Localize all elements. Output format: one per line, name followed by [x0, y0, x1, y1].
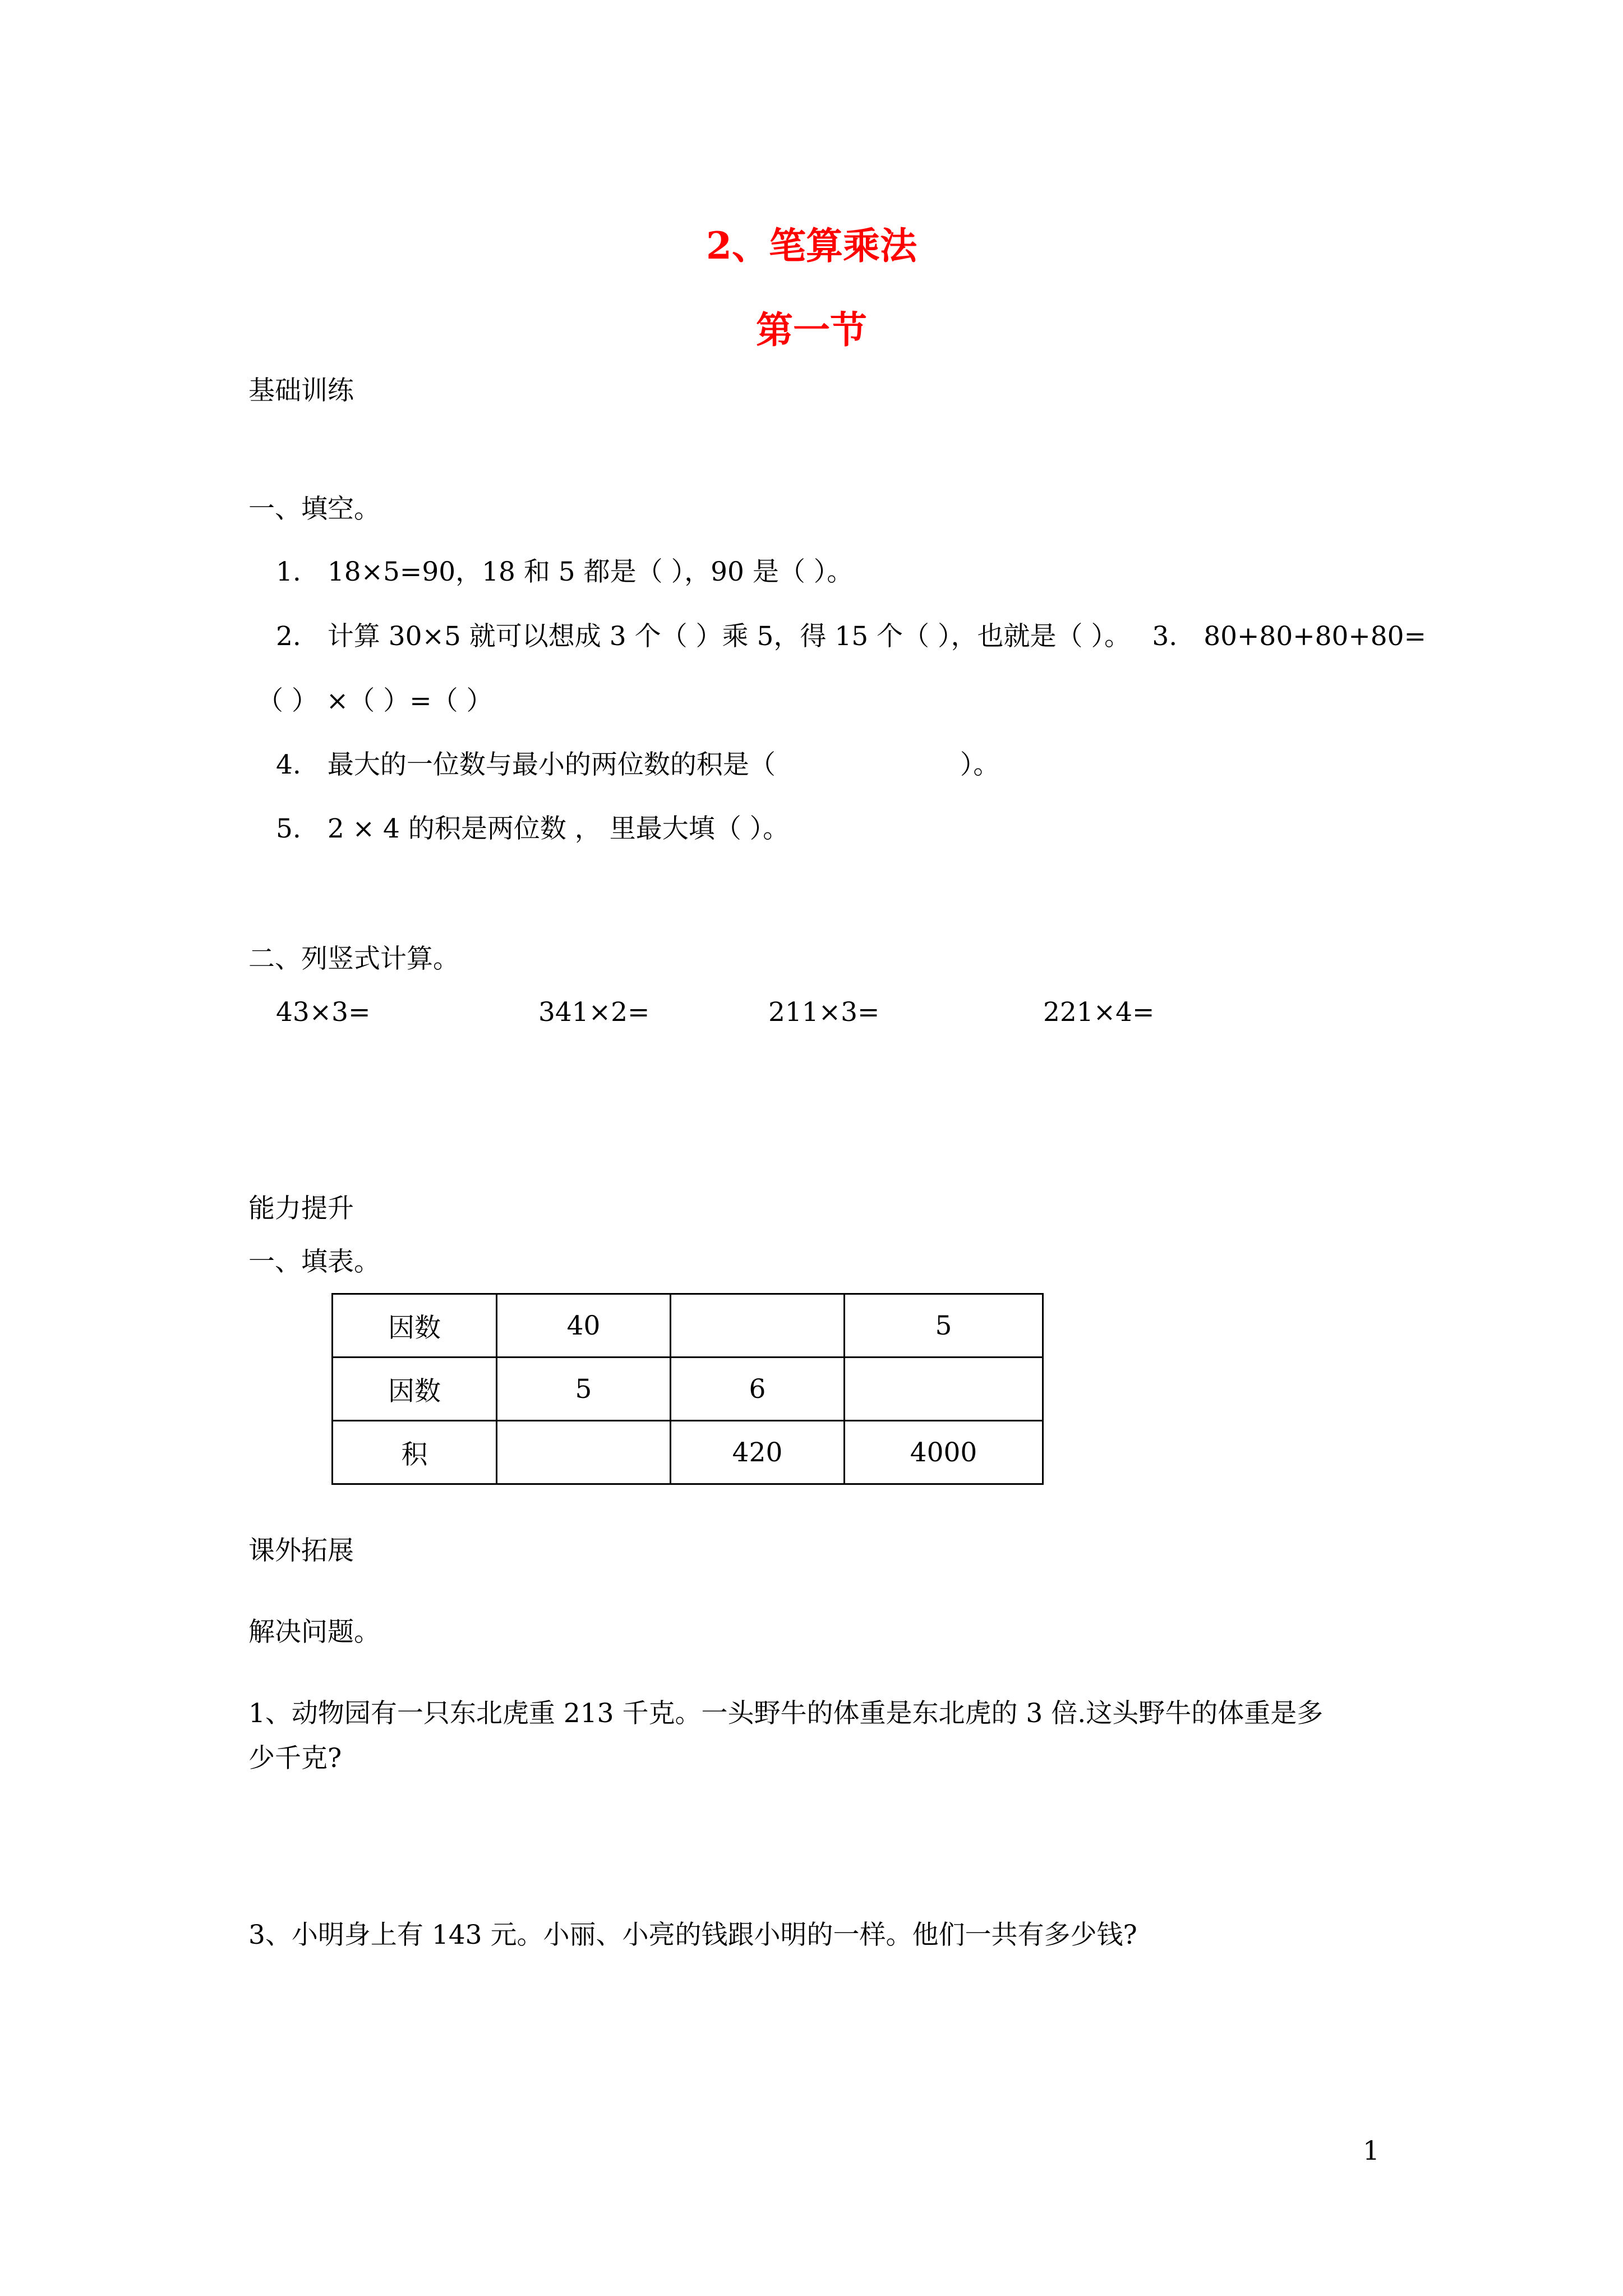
fill-blank-heading: 一、填空。	[248, 494, 380, 524]
section-subtitle: 第一节	[756, 308, 867, 352]
calc-item: 43×3=	[276, 997, 371, 1028]
word-problem-1-cont: 少千克?	[248, 1743, 342, 1774]
question-4: 4. 最大的一位数与最小的两位数的积是（ ）。	[276, 749, 1000, 780]
table-cell: 积	[333, 1421, 497, 1484]
table-cell: 40	[497, 1294, 671, 1358]
basic-training-heading: 基础训练	[248, 375, 354, 406]
question-3-answer-line: （ ） ×（ ）=（ ）	[257, 685, 493, 716]
question-2: 2. 计算 30×5 就可以想成 3 个（ ）乘 5，得 15 个（ ），也就是（ ）。 3. 80+80+80+80=	[276, 621, 1426, 652]
word-problem-1: 1、动物园有一只东北虎重 213 千克。一头野牛的体重是东北虎的 3 倍.这头野牛的体重是多	[248, 1698, 1324, 1729]
ability-heading: 能力提升	[248, 1193, 354, 1224]
extension-heading: 课外拓展	[248, 1535, 354, 1566]
table-cell	[845, 1358, 1043, 1421]
table-cell: 5	[845, 1294, 1043, 1358]
table-row	[333, 1358, 1043, 1421]
table-cell: 因数	[333, 1358, 497, 1421]
problem-solving-heading: 解决问题。	[248, 1617, 380, 1648]
vertical-calc-heading: 二、列竖式计算。	[248, 944, 459, 974]
question-1: 1. 18×5=90，18 和 5 都是（ ），90 是（ ）。	[276, 556, 854, 587]
fill-table-heading: 一、填表。	[248, 1246, 380, 1277]
table-cell	[671, 1294, 845, 1358]
table-cell: 因数	[333, 1294, 497, 1358]
table-row	[333, 1421, 1043, 1484]
table-cell: 5	[497, 1358, 671, 1421]
calc-item: 221×4=	[1043, 997, 1155, 1028]
table-row	[333, 1294, 1043, 1358]
multiplication-table	[331, 1293, 1044, 1485]
calc-item: 211×3=	[768, 997, 880, 1028]
table-cell: 4000	[845, 1421, 1043, 1484]
page-title: 2、笔算乘法	[706, 224, 917, 268]
page-number: 1	[1363, 2136, 1380, 2166]
question-5: 5. 2 × 4 的积是两位数 ， 里最大填（ ）。	[276, 813, 790, 844]
word-problem-3: 3、小明身上有 143 元。小丽、小亮的钱跟小明的一样。他们一共有多少钱?	[248, 1920, 1137, 1950]
table-cell: 420	[671, 1421, 845, 1484]
calc-item: 341×2=	[538, 997, 650, 1028]
table-cell: 6	[671, 1358, 845, 1421]
table-cell	[497, 1421, 671, 1484]
